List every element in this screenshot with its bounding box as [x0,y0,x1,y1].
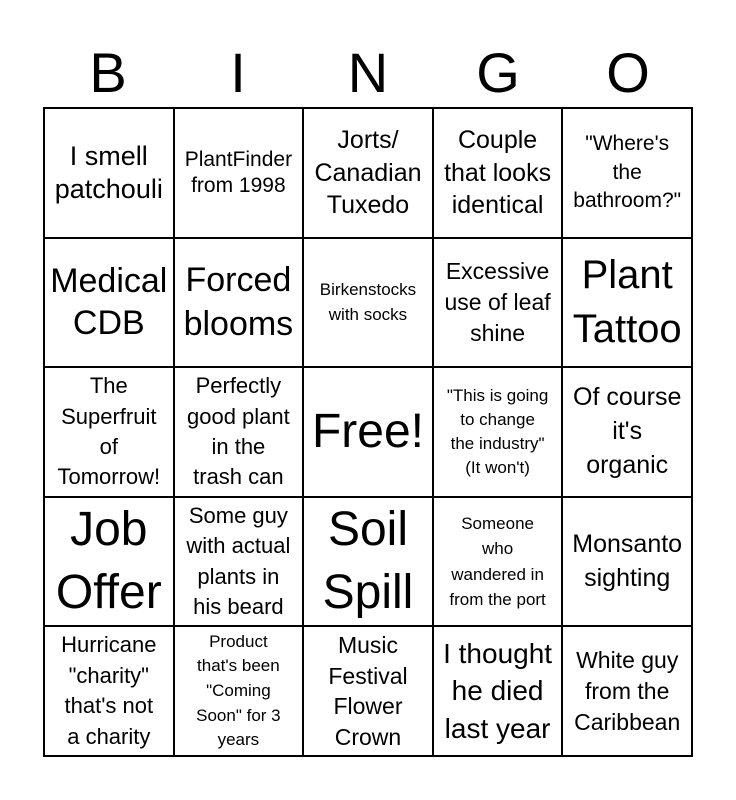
cell-label: Hurricane "charity" that's not a charity [61,632,157,749]
cell-label: Of course it's organic [573,383,682,479]
bingo-cell[interactable] [174,497,304,627]
bingo-cell[interactable] [433,626,563,756]
bingo-cell[interactable] [44,497,174,627]
header-letter-g: G [476,41,520,104]
bingo-cell[interactable] [433,238,563,368]
bingo-cell[interactable] [562,497,692,627]
cell-label: White guy from the Caribbean [574,646,681,735]
cell-label: Forced blooms [183,261,294,344]
bingo-cell[interactable] [433,367,563,497]
bingo-cell[interactable] [44,108,174,238]
cell-label: "Where's the bathroom?" [573,132,682,212]
cell-label: Plant Tattoo [572,253,682,352]
header-letter-o: O [606,41,650,104]
bingo-cell[interactable] [44,626,174,756]
cell-label: Music Festival Flower Crown [328,632,408,750]
cell-label: Someone who wandered in from the port [449,513,546,610]
free-space-cell[interactable] [303,367,433,497]
cell-label: Medical CDB [50,261,168,343]
cell-label: I thought he died last year [443,637,553,745]
cell-label: "This is going to change the industry" (It won't) [446,386,549,477]
bingo-cell[interactable] [433,497,563,627]
bingo-cell[interactable] [562,367,692,497]
cell-label: The Superfruit of Tomorrow! [57,373,161,490]
bingo-cell[interactable] [303,626,433,756]
cell-label: Product that's been "Coming Soon" for 3 years [196,631,281,750]
bingo-header [43,38,693,108]
bingo-cell[interactable] [174,108,304,238]
cell-label: Soil Spill [322,503,414,619]
bingo-cell[interactable] [174,238,304,368]
cell-label: Job Offer [55,503,162,619]
bingo-cell[interactable] [562,238,692,368]
bingo-cell[interactable] [44,367,174,497]
bingo-cell[interactable] [174,367,304,497]
cell-label: PlantFinder from 1998 [184,147,293,197]
header-letter-b: B [89,41,127,104]
header-letter-n: N [347,41,389,104]
bingo-cell[interactable] [303,497,433,627]
cell-label: Couple that looks identical [444,126,552,220]
cell-label: Monsanto sighting [572,529,683,592]
cell-label: I smell patchouli [54,141,163,204]
header-letter-i: I [230,41,246,104]
bingo-cell[interactable] [562,108,692,238]
cell-label: Some guy with actual plants in his beard [186,502,291,619]
cell-label: Excessive use of leaf shine [444,257,551,346]
cell-label: Perfectly good plant in the trash can [187,373,290,490]
bingo-cell[interactable] [562,626,692,756]
bingo-cell[interactable] [174,626,304,756]
bingo-cell[interactable] [303,108,433,238]
bingo-cell[interactable] [303,238,433,368]
bingo-cell[interactable] [44,238,174,368]
free-space-label: Free! [311,405,424,459]
bingo-board [43,107,693,757]
cell-label: Birkenstocks with socks [319,279,417,325]
cell-label: Jorts/ Canadian Tuxedo [314,126,422,220]
bingo-cell[interactable] [433,108,563,238]
